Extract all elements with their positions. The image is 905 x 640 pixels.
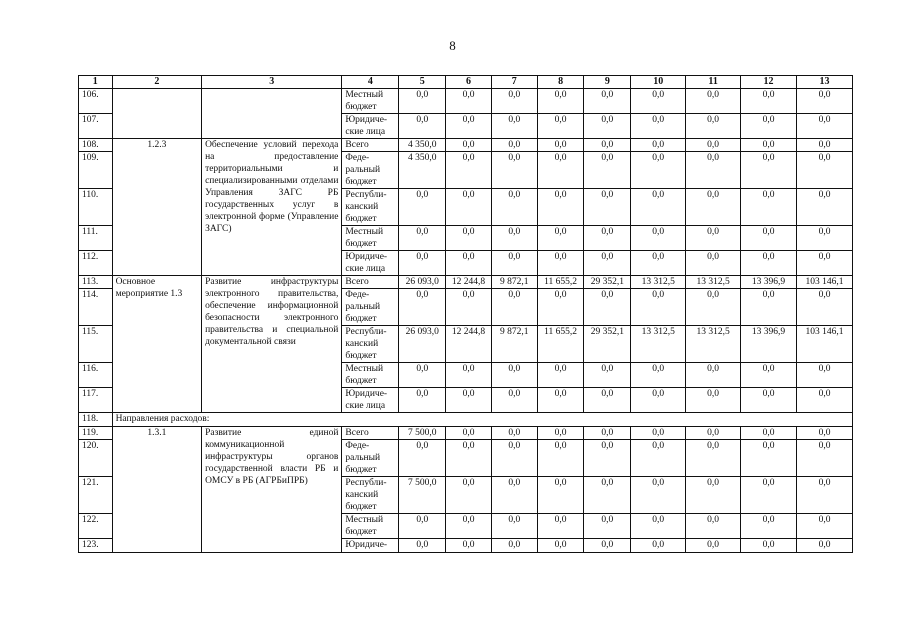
value-cell: 0,0 (491, 226, 537, 251)
value-cell: 0,0 (399, 189, 446, 226)
value-cell: 0,0 (741, 363, 797, 388)
column-header: 9 (584, 76, 631, 89)
value-cell: 12 244,8 (446, 276, 492, 289)
value-cell: 0,0 (446, 440, 492, 477)
value-cell: 0,0 (446, 539, 492, 553)
value-cell: 26 093,0 (399, 276, 446, 289)
funding-source: Феде-ральный бюджет (342, 152, 399, 189)
value-cell: 0,0 (584, 114, 631, 139)
row-number: 123. (79, 539, 113, 553)
value-cell: 0,0 (797, 477, 853, 514)
value-cell: 0,0 (491, 139, 537, 152)
value-cell: 0,0 (686, 114, 741, 139)
funding-source: Республи-канский бюджет (342, 326, 399, 363)
value-cell: 0,0 (537, 114, 584, 139)
value-cell: 0,0 (631, 539, 686, 553)
value-cell: 0,0 (797, 427, 853, 440)
value-cell: 0,0 (584, 152, 631, 189)
value-cell: 0,0 (631, 139, 686, 152)
value-cell: 0,0 (741, 251, 797, 276)
value-cell: 0,0 (399, 89, 446, 114)
value-cell: 0,0 (491, 251, 537, 276)
value-cell: 0,0 (446, 189, 492, 226)
measure-code: Основное мероприятие 1.3 (112, 276, 202, 413)
value-cell: 0,0 (584, 89, 631, 114)
value-cell: 103 146,1 (797, 276, 853, 289)
value-cell: 0,0 (584, 388, 631, 413)
value-cell: 0,0 (491, 363, 537, 388)
column-header: 6 (446, 76, 492, 89)
value-cell: 0,0 (631, 363, 686, 388)
value-cell: 29 352,1 (584, 276, 631, 289)
column-header: 10 (631, 76, 686, 89)
value-cell: 13 312,5 (686, 326, 741, 363)
column-header: 4 (342, 76, 399, 89)
funding-source: Юридиче-ские лица (342, 251, 399, 276)
row-number: 106. (79, 89, 113, 114)
value-cell: 26 093,0 (399, 326, 446, 363)
value-cell: 0,0 (741, 152, 797, 189)
value-cell: 0,0 (797, 152, 853, 189)
value-cell: 0,0 (446, 388, 492, 413)
value-cell: 0,0 (491, 440, 537, 477)
row-number: 116. (79, 363, 113, 388)
value-cell: 0,0 (797, 363, 853, 388)
value-cell: 0,0 (537, 477, 584, 514)
value-cell: 0,0 (537, 152, 584, 189)
value-cell: 9 872,1 (491, 326, 537, 363)
value-cell: 0,0 (446, 114, 492, 139)
measure-code: 1.2.3 (112, 139, 202, 276)
row-number: 120. (79, 440, 113, 477)
funding-source: Всего (342, 139, 399, 152)
row-number: 122. (79, 514, 113, 539)
table-row (79, 89, 853, 114)
value-cell: 7 500,0 (399, 477, 446, 514)
row-number: 117. (79, 388, 113, 413)
value-cell: 0,0 (741, 289, 797, 326)
value-cell: 0,0 (446, 514, 492, 539)
value-cell: 0,0 (797, 289, 853, 326)
value-cell: 0,0 (491, 514, 537, 539)
value-cell: 9 872,1 (491, 276, 537, 289)
value-cell: 0,0 (741, 139, 797, 152)
value-cell: 0,0 (686, 152, 741, 189)
value-cell: 0,0 (491, 427, 537, 440)
row-number: 110. (79, 189, 113, 226)
table-row (79, 427, 853, 440)
row-number: 109. (79, 152, 113, 189)
value-cell: 0,0 (537, 189, 584, 226)
value-cell: 0,0 (741, 114, 797, 139)
value-cell: 0,0 (686, 251, 741, 276)
value-cell: 0,0 (446, 289, 492, 326)
value-cell: 4 350,0 (399, 152, 446, 189)
funding-source: Местный бюджет (342, 363, 399, 388)
measure-description (202, 89, 342, 139)
value-cell: 0,0 (399, 226, 446, 251)
value-cell: 0,0 (631, 89, 686, 114)
value-cell: 0,0 (797, 514, 853, 539)
value-cell: 0,0 (446, 152, 492, 189)
value-cell: 0,0 (537, 514, 584, 539)
column-header: 2 (112, 76, 202, 89)
value-cell: 0,0 (797, 114, 853, 139)
value-cell: 0,0 (584, 189, 631, 226)
value-cell: 0,0 (399, 114, 446, 139)
value-cell: 0,0 (584, 363, 631, 388)
value-cell: 0,0 (631, 189, 686, 226)
value-cell: 0,0 (631, 251, 686, 276)
row-number: 112. (79, 251, 113, 276)
value-cell: 0,0 (686, 514, 741, 539)
value-cell: 0,0 (537, 139, 584, 152)
value-cell: 0,0 (584, 251, 631, 276)
value-cell: 0,0 (631, 152, 686, 189)
value-cell: 0,0 (537, 539, 584, 553)
column-header: 5 (399, 76, 446, 89)
value-cell: 0,0 (399, 363, 446, 388)
value-cell: 0,0 (631, 388, 686, 413)
value-cell: 0,0 (631, 440, 686, 477)
funding-source: Местный бюджет (342, 226, 399, 251)
column-header: 1 (79, 76, 113, 89)
value-cell: 0,0 (686, 440, 741, 477)
column-header: 13 (797, 76, 853, 89)
funding-source: Республи-канский бюджет (342, 477, 399, 514)
funding-source: Юридиче- (342, 539, 399, 553)
value-cell: 0,0 (537, 363, 584, 388)
value-cell: 0,0 (686, 189, 741, 226)
value-cell: 0,0 (584, 477, 631, 514)
value-cell: 0,0 (446, 427, 492, 440)
column-header: 12 (741, 76, 797, 89)
value-cell: 0,0 (631, 114, 686, 139)
value-cell: 12 244,8 (446, 326, 492, 363)
measure-description: Обеспечение условий перехода на предоставление территориальными и специализированными отделами Управления ЗАГС РБ государственных услуг в электронной форме (Управление ЗАГС) (202, 139, 342, 276)
value-cell: 0,0 (584, 539, 631, 553)
value-cell: 0,0 (399, 388, 446, 413)
value-cell: 11 655,2 (537, 276, 584, 289)
row-number: 115. (79, 326, 113, 363)
value-cell: 0,0 (446, 139, 492, 152)
value-cell: 0,0 (446, 477, 492, 514)
measure-description: Развитие инфраструктуры электронного правительства, обеспечение информационной безопасности электронного правительства и специальной документальной связи (202, 276, 342, 413)
value-cell: 0,0 (797, 139, 853, 152)
value-cell: 0,0 (741, 477, 797, 514)
value-cell: 0,0 (686, 139, 741, 152)
value-cell: 0,0 (797, 189, 853, 226)
value-cell: 0,0 (741, 539, 797, 553)
value-cell: 0,0 (631, 477, 686, 514)
value-cell: 0,0 (584, 139, 631, 152)
value-cell: 0,0 (446, 226, 492, 251)
value-cell: 103 146,1 (797, 326, 853, 363)
value-cell: 0,0 (797, 226, 853, 251)
section-heading: Направления расходов: (112, 413, 852, 427)
value-cell: 0,0 (741, 514, 797, 539)
value-cell: 0,0 (537, 440, 584, 477)
value-cell: 0,0 (399, 514, 446, 539)
value-cell: 0,0 (491, 388, 537, 413)
value-cell: 0,0 (686, 363, 741, 388)
value-cell: 0,0 (491, 539, 537, 553)
funding-source: Всего (342, 427, 399, 440)
value-cell: 0,0 (537, 251, 584, 276)
value-cell: 0,0 (537, 289, 584, 326)
value-cell: 0,0 (491, 289, 537, 326)
value-cell: 0,0 (686, 388, 741, 413)
value-cell: 0,0 (797, 440, 853, 477)
column-header: 8 (537, 76, 584, 89)
value-cell: 0,0 (741, 388, 797, 413)
value-cell: 0,0 (797, 89, 853, 114)
row-number: 121. (79, 477, 113, 514)
table-header-row (79, 76, 853, 89)
row-number: 107. (79, 114, 113, 139)
value-cell: 13 312,5 (631, 326, 686, 363)
value-cell: 13 396,9 (741, 276, 797, 289)
value-cell: 0,0 (399, 440, 446, 477)
funding-source: Юридиче-ские лица (342, 388, 399, 413)
table-row (79, 139, 853, 152)
value-cell: 0,0 (491, 152, 537, 189)
value-cell: 0,0 (399, 251, 446, 276)
funding-source: Феде-ральный бюджет (342, 440, 399, 477)
value-cell: 0,0 (584, 289, 631, 326)
value-cell: 29 352,1 (584, 326, 631, 363)
value-cell: 0,0 (491, 477, 537, 514)
value-cell: 0,0 (686, 477, 741, 514)
value-cell: 0,0 (491, 114, 537, 139)
value-cell: 0,0 (686, 89, 741, 114)
row-number: 118. (79, 413, 113, 427)
value-cell: 0,0 (797, 539, 853, 553)
column-header: 7 (491, 76, 537, 89)
value-cell: 0,0 (797, 251, 853, 276)
value-cell: 0,0 (399, 289, 446, 326)
value-cell: 0,0 (686, 539, 741, 553)
value-cell: 0,0 (537, 226, 584, 251)
column-header: 3 (202, 76, 342, 89)
value-cell: 13 312,5 (631, 276, 686, 289)
value-cell: 0,0 (686, 226, 741, 251)
value-cell: 0,0 (686, 289, 741, 326)
value-cell: 0,0 (584, 440, 631, 477)
value-cell: 11 655,2 (537, 326, 584, 363)
funding-source: Всего (342, 276, 399, 289)
funding-source: Местный бюджет (342, 89, 399, 114)
value-cell: 0,0 (446, 363, 492, 388)
page-number: 8 (449, 38, 456, 53)
value-cell: 0,0 (537, 427, 584, 440)
value-cell: 13 312,5 (686, 276, 741, 289)
column-header: 11 (686, 76, 741, 89)
value-cell: 0,0 (741, 440, 797, 477)
value-cell: 0,0 (446, 89, 492, 114)
value-cell: 0,0 (491, 89, 537, 114)
value-cell: 0,0 (584, 514, 631, 539)
measure-code (112, 89, 202, 139)
value-cell: 0,0 (797, 388, 853, 413)
value-cell: 0,0 (399, 539, 446, 553)
value-cell: 0,0 (491, 189, 537, 226)
row-number: 113. (79, 276, 113, 289)
value-cell: 0,0 (741, 189, 797, 226)
funding-source: Местный бюджет (342, 514, 399, 539)
value-cell: 0,0 (446, 251, 492, 276)
value-cell: 13 396,9 (741, 326, 797, 363)
value-cell: 0,0 (631, 289, 686, 326)
row-number: 119. (79, 427, 113, 440)
table-row (79, 413, 853, 427)
value-cell: 0,0 (584, 226, 631, 251)
value-cell: 0,0 (741, 226, 797, 251)
measure-code: 1.3.1 (112, 427, 202, 553)
funding-source: Юридиче-ские лица (342, 114, 399, 139)
table-row (79, 276, 853, 289)
funding-source: Республи-канский бюджет (342, 189, 399, 226)
row-number: 111. (79, 226, 113, 251)
value-cell: 0,0 (741, 427, 797, 440)
value-cell: 0,0 (537, 388, 584, 413)
budget-table (78, 75, 853, 553)
measure-description: Развитие единой коммуникационной инфраструктуры органов государственной власти РБ и ОМСУ в РБ (АГРБиПРБ) (202, 427, 342, 553)
value-cell: 0,0 (631, 514, 686, 539)
row-number: 108. (79, 139, 113, 152)
value-cell: 7 500,0 (399, 427, 446, 440)
value-cell: 0,0 (686, 427, 741, 440)
value-cell: 0,0 (741, 89, 797, 114)
value-cell: 4 350,0 (399, 139, 446, 152)
value-cell: 0,0 (631, 427, 686, 440)
value-cell: 0,0 (584, 427, 631, 440)
row-number: 114. (79, 289, 113, 326)
value-cell: 0,0 (631, 226, 686, 251)
value-cell: 0,0 (537, 89, 584, 114)
funding-source: Феде-ральный бюджет (342, 289, 399, 326)
